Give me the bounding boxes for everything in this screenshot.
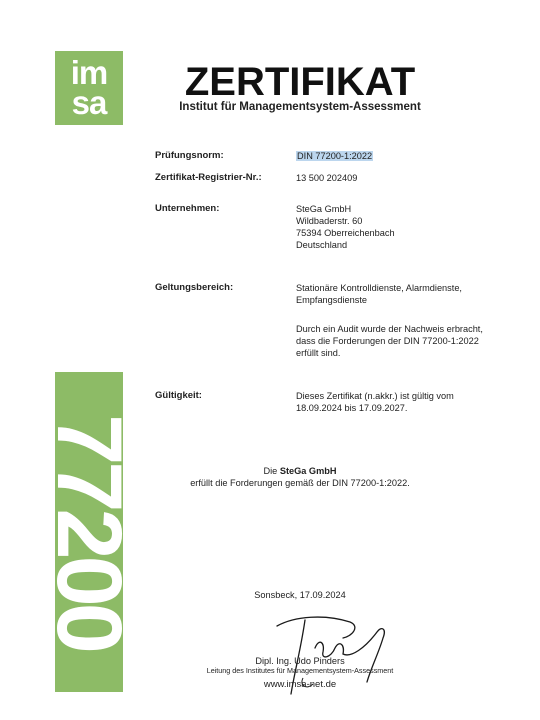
company-line: Wildbaderstr. 60 xyxy=(296,216,363,226)
signer-role: Leitung des Institutes für Managementsystem-Assessment xyxy=(206,666,394,675)
scope-value xyxy=(296,282,462,306)
statement-line-2: erfüllt die Forderungen gemäß der DIN 77200-1:2022. xyxy=(190,478,410,488)
website-url[interactable]: www.imsa-net.de xyxy=(263,679,337,690)
statement-prefix: Die xyxy=(263,466,280,476)
registration-value: 13 500 202409 xyxy=(296,173,358,183)
audit-line: erfüllt sind. xyxy=(296,348,341,358)
logo-line-1: im xyxy=(70,54,108,91)
company-label: Unternehmen: xyxy=(155,203,220,214)
company-address xyxy=(296,203,395,251)
statement-line-1 xyxy=(150,465,450,477)
certificate-subtitle: Institut für Managementsystem-Assessment xyxy=(179,101,421,113)
audit-line: dass die Forderungen der DIN 77200-1:2022 xyxy=(296,336,479,346)
company-line: 75394 Oberreichenbach xyxy=(296,228,395,238)
side-number: 77200 xyxy=(38,414,140,650)
logo-line-2: sa xyxy=(71,84,107,121)
norm-value-text: DIN 77200-1:2022 xyxy=(297,151,373,161)
certificate-title: ZERTIFIKAT xyxy=(184,60,416,104)
validity-line: 18.09.2024 bis 17.09.2027. xyxy=(296,403,408,413)
validity-value xyxy=(296,390,454,414)
company-line: SteGa GmbH xyxy=(296,204,352,214)
audit-line: Durch ein Audit wurde der Nachweis erbracht, xyxy=(296,324,483,334)
side-number-panel xyxy=(38,372,140,692)
registration-label: Zertifikat-Registrier-Nr.: xyxy=(155,172,262,183)
validity-line: Dieses Zertifikat (n.akkr.) ist gültig vom xyxy=(296,391,454,401)
company-line: Deutschland xyxy=(296,240,348,250)
statement-company: SteGa GmbH xyxy=(279,466,337,476)
place-date: Sonsbeck, 17.09.2024 xyxy=(254,590,346,600)
scope-line: Empfangsdienste xyxy=(296,295,367,305)
audit-statement xyxy=(296,323,483,359)
imsa-logo xyxy=(55,51,123,125)
scope-label: Geltungsbereich: xyxy=(155,282,234,293)
scope-line: Stationäre Kontrolldienste, Alarmdienste, xyxy=(296,283,462,293)
norm-label: Prüfungsnorm: xyxy=(155,150,224,161)
signer-name: Dipl. Ing. Udo Pinders xyxy=(255,656,345,666)
norm-value xyxy=(296,150,373,162)
validity-label: Gültigkeit: xyxy=(155,390,202,401)
